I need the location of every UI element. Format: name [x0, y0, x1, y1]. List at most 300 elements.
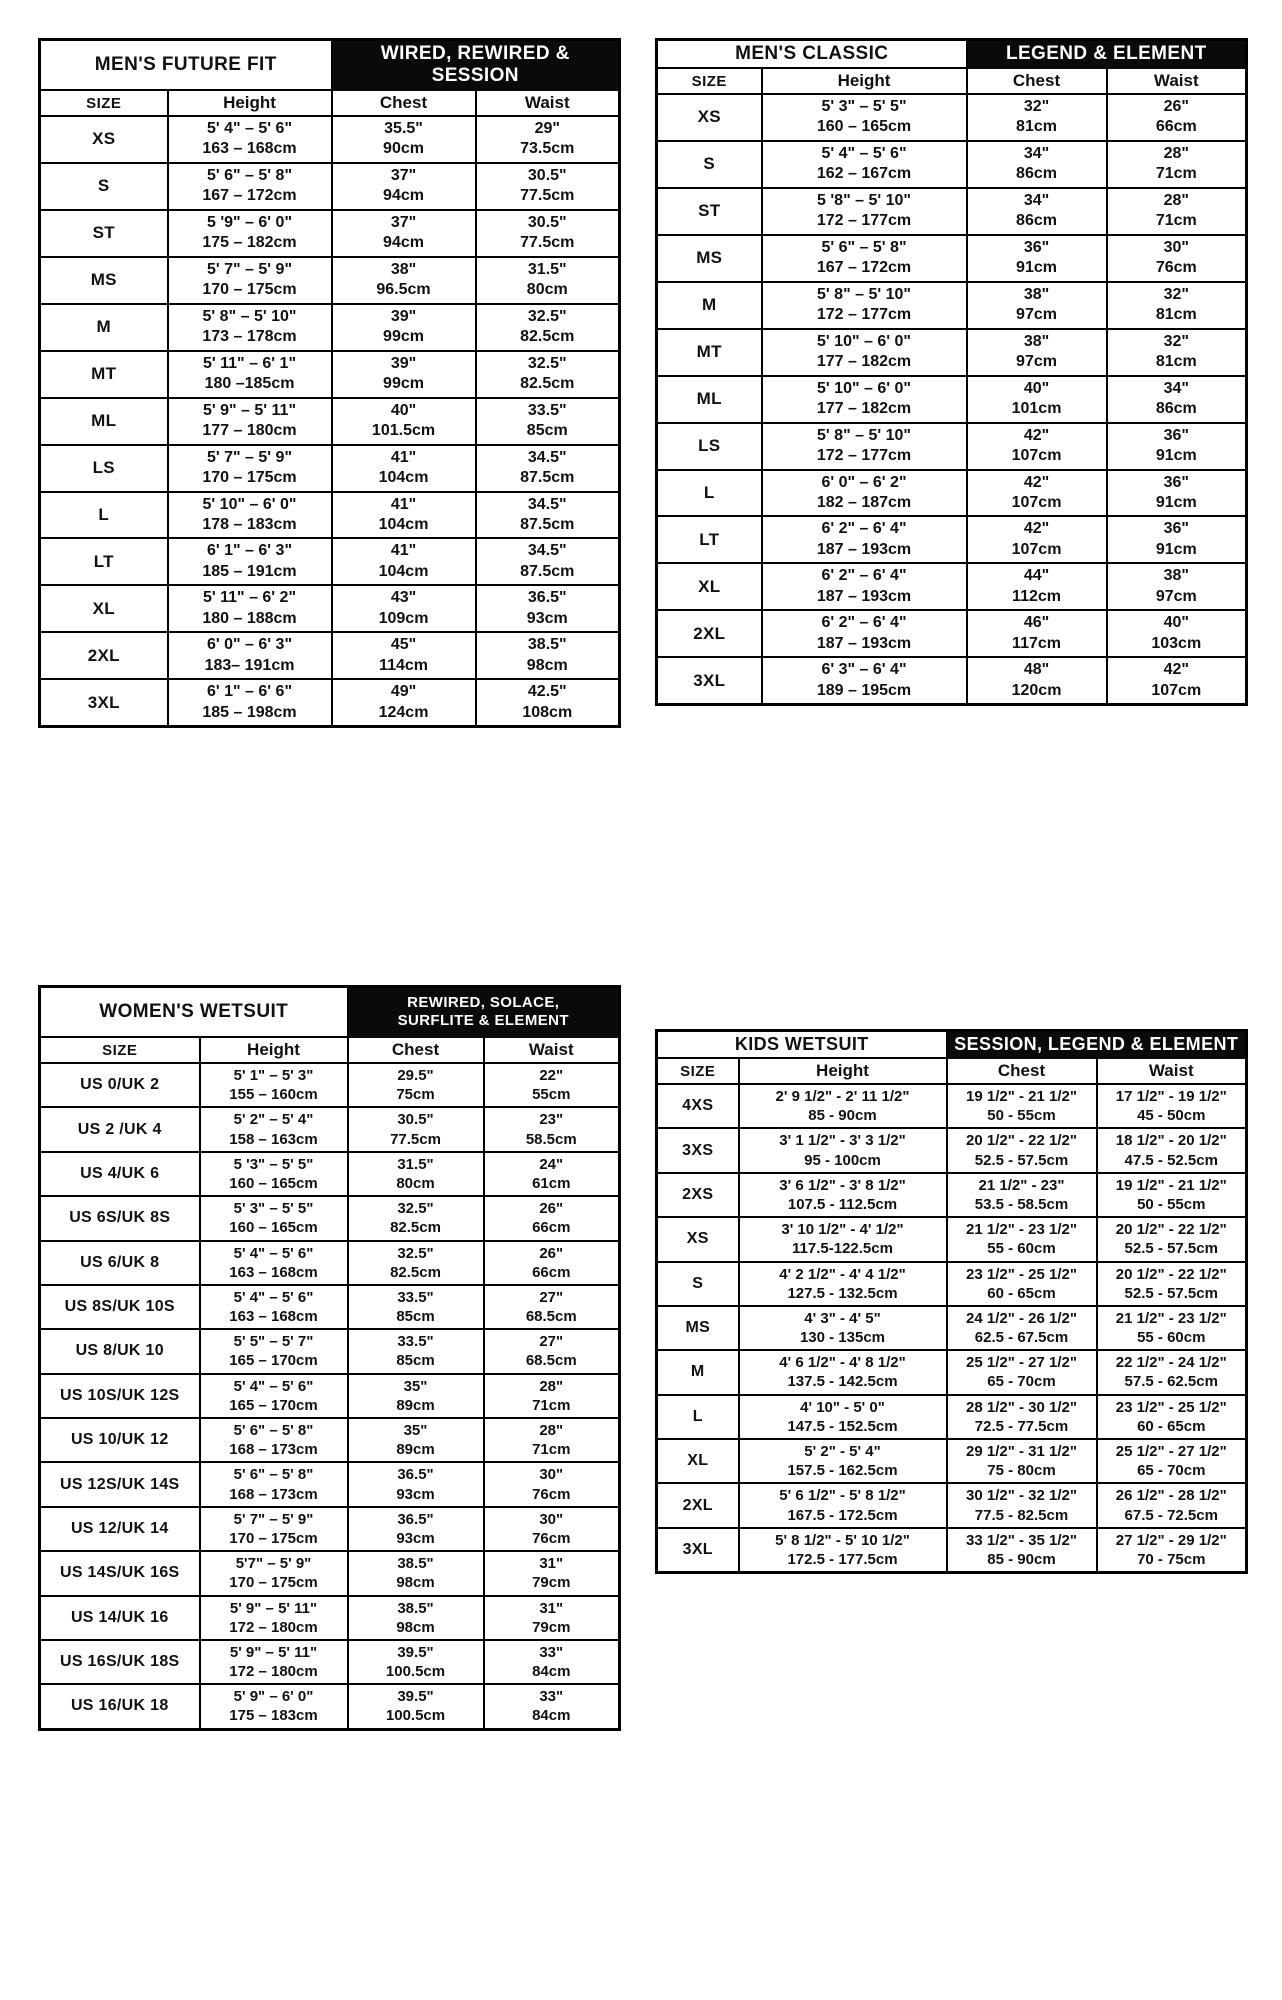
cell-waist-imperial: 17 1/2" - 19 1/2" — [1115, 1088, 1227, 1105]
cell-height-imperial: 2' 9 1/2" - 2' 11 1/2" — [775, 1088, 910, 1105]
cell-chest-metric: 97cm — [1016, 353, 1057, 371]
cell-waist-metric: 87.5cm — [520, 515, 575, 533]
cell-chest-metric: 104cm — [378, 469, 429, 487]
cell-waist — [1097, 1350, 1247, 1394]
cell-chest-imperial: 37" — [390, 213, 417, 231]
cell-waist-metric: 55cm — [532, 1086, 571, 1104]
table-title-right: LEGEND & ELEMENT — [967, 40, 1247, 69]
cell-size: US 2 /UK 4 — [40, 1107, 200, 1151]
cell-height-metric: 187 – 193cm — [816, 587, 912, 605]
cell-waist — [1097, 1528, 1247, 1573]
cell-chest-imperial: 32" — [1023, 98, 1050, 115]
cell-height-imperial: 5' 7" – 5' 9" — [206, 260, 293, 278]
cell-waist — [1107, 376, 1247, 423]
cell-chest-imperial: 41" — [390, 448, 417, 466]
table-row — [40, 1285, 620, 1329]
cell-chest-imperial: 38.5" — [397, 1555, 434, 1573]
cell-waist-imperial: 28" — [539, 1422, 564, 1439]
cell-height-imperial: 3' 10 1/2" - 4' 1/2" — [781, 1221, 904, 1239]
cell-height-metric: 177 – 182cm — [816, 400, 912, 418]
cell-chest-imperial: 43" — [390, 589, 417, 607]
cell-waist-imperial: 22" — [539, 1067, 564, 1084]
cell-height — [168, 585, 332, 632]
cell-height — [762, 470, 967, 517]
cell-height-metric: 189 – 195cm — [816, 681, 912, 699]
cell-waist — [476, 492, 620, 539]
cell-chest-metric: 85 - 90cm — [987, 1550, 1056, 1568]
cell-size: 3XL — [657, 1528, 739, 1573]
cell-waist-imperial: 32" — [1163, 332, 1189, 350]
cell-height — [739, 1128, 947, 1172]
cell-chest-imperial: 38.5" — [397, 1599, 434, 1617]
cell-waist-metric: 71cm — [1155, 212, 1197, 230]
cell-height-metric: 172 – 177cm — [816, 447, 912, 465]
cell-size: US 4/UK 6 — [40, 1152, 200, 1196]
cell-waist — [1107, 516, 1247, 563]
cell-height — [739, 1217, 947, 1261]
cell-chest-metric: 85cm — [396, 1352, 435, 1370]
cell-waist-imperial: 23" — [539, 1111, 564, 1129]
cell-chest-imperial: 25 1/2" - 27 1/2" — [966, 1354, 1077, 1372]
cell-height-imperial: 5' 6" – 5' 8" — [233, 1466, 314, 1484]
cell-height — [168, 304, 332, 351]
table-title-row — [657, 1031, 1247, 1059]
cell-height-imperial: 5' 8" – 5' 10" — [202, 307, 297, 325]
cell-chest-metric: 93cm — [396, 1485, 435, 1503]
cell-height-metric: 170 – 175cm — [229, 1529, 318, 1547]
cell-waist-imperial: 26" — [539, 1200, 564, 1218]
cell-height — [200, 1063, 348, 1107]
column-header-height: Height — [200, 1037, 348, 1063]
cell-chest-imperial: 35.5" — [384, 120, 423, 137]
table-row — [40, 1640, 620, 1684]
cell-chest-imperial: 38" — [390, 260, 417, 278]
cell-height-metric: 170 – 175cm — [202, 469, 297, 487]
cell-chest — [967, 235, 1107, 282]
cell-height-imperial: 4' 10" - 5' 0" — [800, 1398, 885, 1416]
cell-size: 2XL — [657, 1483, 739, 1527]
cell-chest — [967, 141, 1107, 188]
cell-waist-metric: 79cm — [532, 1574, 571, 1592]
table-title-right — [348, 987, 620, 1038]
cell-waist — [484, 1684, 620, 1729]
cell-waist-metric: 80cm — [526, 281, 568, 299]
cell-chest — [332, 257, 476, 304]
cell-chest — [967, 563, 1107, 610]
cell-waist-imperial: 31" — [539, 1555, 564, 1573]
cell-waist-metric: 70 - 75cm — [1137, 1550, 1206, 1568]
table-row — [657, 1084, 1247, 1128]
cell-waist-imperial: 33" — [539, 1643, 564, 1661]
cell-waist — [1107, 610, 1247, 657]
table-row — [657, 1439, 1247, 1483]
cell-waist-metric: 58.5cm — [525, 1130, 577, 1148]
cell-height — [168, 351, 332, 398]
cell-chest-imperial: 33.5" — [397, 1288, 434, 1306]
cell-height — [762, 657, 967, 704]
cell-height-imperial: 5' 10" – 6' 0" — [817, 379, 911, 397]
table-row — [657, 1306, 1247, 1350]
cell-chest — [967, 470, 1107, 517]
cell-height — [200, 1551, 348, 1595]
cell-height-imperial: 6' 1" – 6' 6" — [206, 683, 293, 701]
table-row — [40, 1063, 620, 1107]
cell-chest — [348, 1063, 484, 1107]
column-header-chest: Chest — [967, 68, 1107, 94]
cell-waist — [484, 1551, 620, 1595]
cell-chest — [947, 1483, 1097, 1527]
table-title-row — [657, 40, 1247, 69]
cell-chest-metric: 101cm — [1011, 400, 1062, 418]
column-header-row — [657, 1058, 1247, 1084]
cell-chest-imperial: 39.5" — [397, 1688, 434, 1706]
cell-height — [168, 398, 332, 445]
cell-chest — [947, 1128, 1097, 1172]
cell-height — [739, 1306, 947, 1350]
cell-waist-imperial: 25 1/2" - 27 1/2" — [1115, 1443, 1227, 1460]
cell-height-imperial: 5' 4" – 5' 6" — [233, 1288, 314, 1306]
cell-waist — [1097, 1217, 1247, 1261]
cell-chest — [332, 679, 476, 726]
cell-waist-metric: 47.5 - 52.5cm — [1124, 1151, 1218, 1169]
column-header-size: SIZE — [657, 68, 762, 94]
cell-height — [762, 563, 967, 610]
cell-waist — [1097, 1395, 1247, 1439]
cell-chest-metric: 100.5cm — [385, 1707, 446, 1725]
cell-waist-metric: 66cm — [532, 1263, 571, 1281]
cell-chest-metric: 85cm — [396, 1308, 435, 1326]
cell-height — [168, 163, 332, 210]
cell-waist-imperial: 30" — [539, 1510, 564, 1528]
cell-waist-imperial: 22 1/2" - 24 1/2" — [1115, 1354, 1227, 1372]
column-header-size: SIZE — [40, 90, 168, 116]
cell-size: US 12S/UK 14S — [40, 1462, 200, 1506]
cell-height-metric: 172.5 - 177.5cm — [787, 1550, 898, 1568]
column-header-waist: Waist — [1107, 68, 1247, 94]
cell-height-metric: 175 – 182cm — [202, 234, 297, 252]
cell-chest — [348, 1329, 484, 1373]
column-header-height: Height — [168, 90, 332, 116]
cell-chest-metric: 91cm — [1016, 259, 1057, 277]
cell-chest — [947, 1395, 1097, 1439]
cell-height-imperial: 5' 7" – 5' 9" — [233, 1510, 314, 1528]
cell-waist-metric: 71cm — [1155, 165, 1197, 183]
table-row — [40, 1329, 620, 1373]
cell-waist — [476, 163, 620, 210]
cell-chest-imperial: 42" — [1023, 426, 1050, 444]
cell-waist-imperial: 34.5" — [527, 542, 567, 560]
cell-waist-metric: 57.5 - 62.5cm — [1124, 1373, 1218, 1391]
table-row — [657, 610, 1247, 657]
table-row — [657, 1528, 1247, 1573]
column-header-size: SIZE — [657, 1058, 739, 1084]
cell-chest-imperial: 32.5" — [397, 1200, 434, 1218]
cell-size: XL — [40, 585, 168, 632]
table-row — [657, 423, 1247, 470]
cell-height-metric: 155 – 160cm — [229, 1086, 318, 1104]
cell-height — [200, 1462, 348, 1506]
cell-chest — [967, 282, 1107, 329]
cell-chest-metric: 82.5cm — [390, 1219, 441, 1237]
column-header-row — [657, 68, 1247, 94]
table-body — [657, 40, 1247, 705]
cell-size: ML — [40, 398, 168, 445]
cell-height-imperial: 5' 9" – 5' 11" — [229, 1599, 318, 1617]
cell-height-imperial: 5' 4" – 5' 6" — [206, 120, 293, 137]
cell-waist-metric: 50 - 55cm — [1137, 1195, 1206, 1213]
cell-waist-imperial: 34" — [1163, 379, 1189, 397]
cell-height-metric: 160 – 165cm — [816, 118, 912, 136]
cell-chest-metric: 60 - 65cm — [987, 1284, 1056, 1302]
cell-size: US 0/UK 2 — [40, 1063, 200, 1107]
cell-chest-imperial: 33.5" — [397, 1333, 434, 1351]
cell-height — [200, 1196, 348, 1240]
cell-height — [200, 1374, 348, 1418]
cell-waist-imperial: 38" — [1163, 567, 1189, 585]
cell-waist — [1107, 423, 1247, 470]
cell-chest-metric: 94cm — [383, 234, 424, 252]
cell-waist-imperial: 32.5" — [527, 354, 567, 372]
cell-chest-imperial: 39" — [390, 354, 417, 372]
cell-size: MT — [657, 329, 762, 376]
cell-height-imperial: 6' 2" – 6' 4" — [821, 614, 907, 632]
cell-chest-imperial: 40" — [1023, 379, 1050, 397]
cell-height-metric: 180 – 188cm — [202, 609, 297, 627]
cell-chest-metric: 94cm — [383, 187, 424, 205]
cell-chest-imperial: 20 1/2" - 22 1/2" — [966, 1132, 1077, 1150]
cell-height — [762, 94, 967, 141]
table-row — [40, 1596, 620, 1640]
table-row — [657, 1173, 1247, 1217]
cell-waist-imperial: 26" — [1163, 98, 1189, 115]
cell-chest-imperial: 41" — [390, 495, 417, 513]
cell-size: 3XL — [657, 657, 762, 704]
cell-chest — [967, 610, 1107, 657]
cell-waist — [1107, 94, 1247, 141]
cell-chest — [348, 1418, 484, 1462]
cell-height-imperial: 5' 8" – 5' 10" — [817, 426, 911, 444]
cell-waist-imperial: 36" — [1163, 473, 1189, 491]
cell-chest-imperial: 39" — [390, 307, 417, 325]
cell-size: LS — [40, 445, 168, 492]
cell-height-imperial: 6' 3" – 6' 4" — [821, 661, 907, 679]
cell-waist-imperial: 19 1/2" - 21 1/2" — [1115, 1176, 1227, 1194]
cell-waist — [484, 1462, 620, 1506]
cell-waist-metric: 91cm — [1155, 493, 1197, 511]
cell-chest-metric: 53.5 - 58.5cm — [974, 1195, 1069, 1213]
cell-height-metric: 177 – 182cm — [816, 353, 912, 371]
cell-chest-metric: 89cm — [396, 1441, 435, 1459]
cell-waist-metric: 84cm — [532, 1663, 571, 1681]
cell-chest-metric: 77.5 - 82.5cm — [974, 1506, 1069, 1524]
cell-waist-metric: 87.5cm — [520, 469, 575, 487]
cell-chest-imperial: 45" — [390, 636, 417, 654]
cell-size: ST — [657, 188, 762, 235]
column-header-waist: Waist — [1097, 1058, 1247, 1084]
cell-size: US 10/UK 12 — [40, 1418, 200, 1462]
cell-waist-metric: 65 - 70cm — [1137, 1462, 1206, 1480]
cell-chest — [348, 1640, 484, 1684]
cell-waist-imperial: 32.5" — [527, 307, 567, 325]
cell-height-imperial: 6' 1" – 6' 3" — [206, 542, 293, 560]
table-row — [657, 1350, 1247, 1394]
cell-height — [200, 1418, 348, 1462]
cell-height-metric: 147.5 - 152.5cm — [787, 1417, 898, 1435]
cell-height-imperial: 6' 2" – 6' 4" — [821, 567, 907, 585]
cell-height-imperial: 5' 6 1/2" - 5' 8 1/2" — [779, 1487, 906, 1505]
cell-chest — [967, 329, 1107, 376]
cell-chest — [332, 492, 476, 539]
cell-height-metric: 165 – 170cm — [229, 1352, 318, 1370]
cell-height-metric: 158 – 163cm — [229, 1130, 318, 1148]
cell-chest-metric: 93cm — [396, 1529, 435, 1547]
cell-waist-metric: 87.5cm — [520, 562, 575, 580]
cell-chest — [332, 538, 476, 585]
cell-height — [168, 679, 332, 726]
cell-height — [200, 1329, 348, 1373]
cell-chest-imperial: 44" — [1023, 567, 1050, 585]
cell-height-imperial: 5' 6" – 5' 8" — [821, 238, 907, 256]
cell-waist-imperial: 31.5" — [527, 260, 567, 278]
cell-chest-metric: 86cm — [1016, 212, 1057, 230]
table-body — [657, 1031, 1247, 1573]
cell-waist-metric: 45 - 50cm — [1137, 1107, 1206, 1125]
cell-size: L — [657, 1395, 739, 1439]
cell-height-imperial: 4' 3" - 4' 5" — [804, 1309, 881, 1327]
cell-waist-imperial: 34.5" — [527, 448, 567, 466]
cell-waist — [476, 538, 620, 585]
cell-chest — [332, 398, 476, 445]
cell-waist-metric: 71cm — [532, 1396, 571, 1414]
cell-height-imperial: 5'7" – 5' 9" — [235, 1555, 312, 1573]
cell-height — [762, 376, 967, 423]
cell-height — [200, 1285, 348, 1329]
cell-chest — [947, 1262, 1097, 1306]
cell-waist-imperial: 20 1/2" - 22 1/2" — [1115, 1265, 1227, 1283]
cell-chest-metric: 62.5 - 67.5cm — [974, 1329, 1069, 1347]
cell-waist — [484, 1640, 620, 1684]
cell-height-metric: 167.5 - 172.5cm — [787, 1506, 898, 1524]
cell-size: LS — [657, 423, 762, 470]
table-body — [40, 987, 620, 1730]
cell-size: ST — [40, 210, 168, 257]
cell-height-metric: 187 – 193cm — [816, 634, 912, 652]
cell-height-metric: 172 – 180cm — [229, 1663, 318, 1681]
column-header-chest: Chest — [348, 1037, 484, 1063]
cell-height-imperial: 5' 4" – 5' 6" — [233, 1377, 314, 1395]
table-row — [657, 1395, 1247, 1439]
cell-chest-metric: 72.5 - 77.5cm — [974, 1417, 1069, 1435]
table-row — [657, 329, 1247, 376]
table-row — [657, 1483, 1247, 1527]
cell-height-metric: 160 – 165cm — [229, 1219, 318, 1237]
table-row — [657, 141, 1247, 188]
cell-chest-imperial: 32.5" — [397, 1244, 434, 1262]
cell-waist — [484, 1418, 620, 1462]
cell-height-metric: 170 – 175cm — [202, 281, 297, 299]
cell-height — [762, 610, 967, 657]
cell-chest — [947, 1439, 1097, 1483]
cell-waist-metric: 52.5 - 57.5cm — [1124, 1284, 1218, 1302]
cell-waist-metric: 82.5cm — [520, 375, 575, 393]
cell-chest-metric: 120cm — [1011, 681, 1062, 699]
cell-chest-imperial: 34" — [1023, 144, 1050, 162]
cell-waist — [1107, 563, 1247, 610]
cell-chest-metric: 86cm — [1016, 165, 1057, 183]
cell-size: US 16/UK 18 — [40, 1684, 200, 1729]
cell-chest — [348, 1684, 484, 1729]
cell-height — [200, 1107, 348, 1151]
cell-chest-imperial: 49" — [390, 683, 417, 701]
cell-waist — [1097, 1173, 1247, 1217]
cell-chest-imperial: 48" — [1023, 661, 1050, 679]
cell-height-metric: 163 – 168cm — [229, 1308, 318, 1326]
cell-chest — [332, 351, 476, 398]
cell-size: LT — [657, 516, 762, 563]
cell-height-metric: 137.5 - 142.5cm — [787, 1373, 898, 1391]
cell-waist — [1097, 1439, 1247, 1483]
cell-chest — [967, 516, 1107, 563]
cell-chest-imperial: 35" — [403, 1422, 428, 1439]
table-row — [657, 188, 1247, 235]
cell-size: US 10S/UK 12S — [40, 1374, 200, 1418]
table-row — [657, 376, 1247, 423]
cell-chest-imperial: 36" — [1023, 238, 1050, 256]
cell-chest-metric: 55 - 60cm — [987, 1240, 1056, 1258]
cell-height-metric: 172 – 177cm — [816, 306, 912, 324]
table-row — [40, 1241, 620, 1285]
cell-height — [762, 282, 967, 329]
cell-chest-imperial: 40" — [390, 401, 417, 419]
cell-chest — [348, 1374, 484, 1418]
table-row — [40, 538, 620, 585]
cell-height-imperial: 5' 8 1/2" - 5' 10 1/2" — [775, 1531, 910, 1549]
cell-height-imperial: 5 '3" – 5' 5" — [233, 1155, 314, 1173]
cell-waist — [1097, 1483, 1247, 1527]
cell-height-metric: 165 – 170cm — [229, 1396, 318, 1414]
cell-height — [739, 1439, 947, 1483]
cell-height-metric: 182 – 187cm — [816, 493, 912, 511]
cell-waist-imperial: 27 1/2" - 29 1/2" — [1115, 1531, 1227, 1549]
cell-chest-metric: 104cm — [378, 515, 429, 533]
cell-chest-imperial: 19 1/2" - 21 1/2" — [966, 1088, 1077, 1105]
table-row — [40, 351, 620, 398]
cell-chest-imperial: 42" — [1023, 520, 1050, 538]
cell-waist — [484, 1507, 620, 1551]
cell-height — [200, 1152, 348, 1196]
table-row — [40, 1418, 620, 1462]
cell-height-metric: 117.5-122.5cm — [792, 1240, 893, 1258]
table-title-right: WIRED, REWIRED & SESSION — [332, 40, 620, 91]
table-body — [40, 40, 620, 727]
cell-chest-imperial: 46" — [1023, 614, 1050, 632]
cell-chest-metric: 75cm — [396, 1086, 435, 1104]
cell-chest-imperial: 23 1/2" - 25 1/2" — [966, 1265, 1077, 1283]
cell-height — [739, 1350, 947, 1394]
cell-height-imperial: 5 '8" – 5' 10" — [817, 191, 911, 209]
cell-waist-metric: 67.5 - 72.5cm — [1124, 1506, 1218, 1524]
cell-size: MS — [40, 257, 168, 304]
cell-height-imperial: 3' 1 1/2" - 3' 3 1/2" — [779, 1132, 906, 1150]
cell-waist-imperial: 24" — [539, 1155, 564, 1173]
cell-waist-metric: 66cm — [532, 1219, 571, 1237]
table-row — [657, 235, 1247, 282]
cell-waist — [476, 116, 620, 163]
column-header-height: Height — [739, 1058, 947, 1084]
cell-waist-metric: 61cm — [532, 1174, 571, 1192]
cell-chest — [332, 210, 476, 257]
cell-waist-imperial: 34.5" — [527, 495, 567, 513]
